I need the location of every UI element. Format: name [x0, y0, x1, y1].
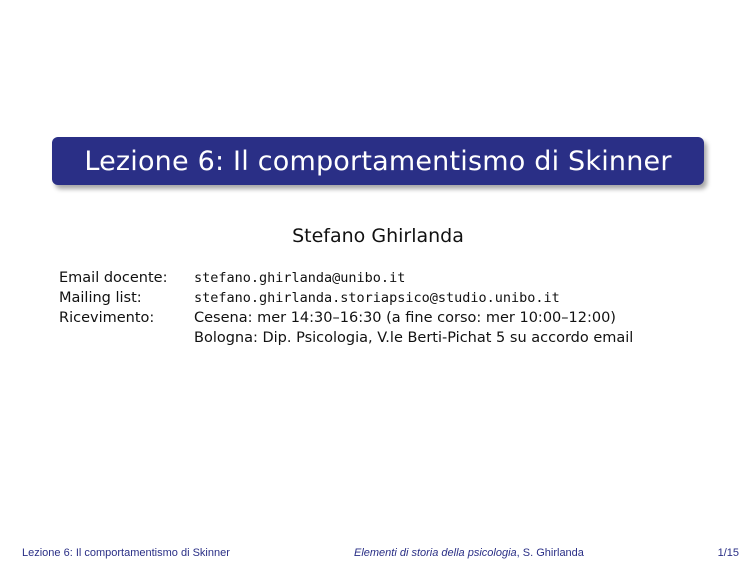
mailing-list-row [59, 288, 633, 308]
footer-course-name: Elementi di storia della psicologia [354, 547, 517, 559]
ricevimento-row [59, 308, 633, 328]
title-box [52, 137, 704, 185]
footer-course [354, 547, 584, 559]
ricevimento-cesena: Cesena: mer 14:30–16:30 (a fine corso: mer 10:00–12:00) [194, 310, 616, 326]
slide-title: Lezione 6: Il comportamentismo di Skinner [84, 145, 672, 177]
ricevimento-row-2 [59, 328, 633, 348]
mailing-list-value: stefano.ghirlanda.storiapsico@studio.unibo.it [194, 290, 560, 306]
author-name: Stefano Ghirlanda [292, 225, 464, 247]
ricevimento-label: Ricevimento: [59, 310, 155, 326]
email-value: stefano.ghirlanda@unibo.it [194, 270, 406, 286]
footer-author: , S. Ghirlanda [516, 547, 584, 559]
ricevimento-spacer [59, 328, 194, 348]
ricevimento-bologna: Bologna: Dip. Psicologia, V.le Berti-Pichat 5 su accordo email [194, 330, 634, 346]
footer [0, 547, 756, 563]
page-number: 1/15 [717, 547, 739, 559]
footer-lecture-title: Lezione 6: Il comportamentismo di Skinner [22, 547, 230, 559]
contact-info [59, 268, 633, 348]
mailing-list-label: Mailing list: [59, 290, 142, 306]
email-label: Email docente: [59, 270, 168, 286]
email-row [59, 268, 633, 288]
